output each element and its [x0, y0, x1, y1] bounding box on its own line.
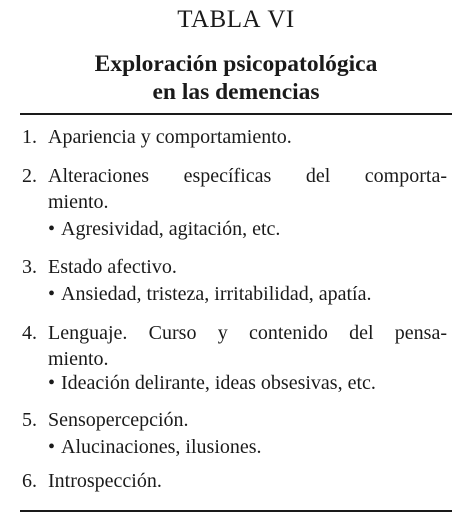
item-number: 1.: [22, 126, 37, 148]
subitem-text: Alucinaciones, ilusiones.: [61, 436, 262, 458]
bullet-icon: •: [48, 436, 56, 458]
item-text: Alteraciones específicas del comporta-: [48, 165, 447, 187]
list-item: [22, 163, 447, 215]
table-title-line1: Exploración psicopatológica: [94, 51, 378, 77]
item-text: Sensopercepción.: [48, 409, 189, 431]
table-label: [0, 6, 472, 34]
list-subitem: [48, 370, 448, 396]
list-item: [22, 468, 447, 494]
list-subitem: [48, 216, 448, 242]
item-text-continued: miento.: [48, 191, 109, 213]
item-number: 3.: [22, 256, 37, 278]
item-number: 4.: [22, 322, 37, 344]
subitem-text: Agresividad, agitación, etc.: [61, 218, 281, 240]
item-text: Lenguaje. Curso y contenido del pensa-: [48, 322, 447, 344]
bullet-icon: •: [48, 218, 56, 240]
subitem-text: Ideación delirante, ideas obsesivas, etc.: [61, 372, 376, 394]
list-subitem: [48, 434, 448, 460]
subitem-text: Ansiedad, tristeza, irritabilidad, apatía.: [61, 283, 372, 305]
table-title-line2: en las demencias: [152, 79, 320, 105]
top-rule: [20, 113, 452, 115]
bullet-icon: •: [48, 372, 56, 394]
list-subitem: [48, 281, 448, 307]
item-text: Estado afectivo.: [48, 256, 177, 278]
table-title: [0, 50, 472, 106]
item-number: 6.: [22, 470, 37, 492]
list-item: [22, 254, 447, 280]
bullet-icon: •: [48, 283, 56, 305]
list-item: [22, 320, 447, 372]
table-label-prefix: TABLA: [177, 6, 262, 33]
item-text: Apariencia y comportamiento.: [48, 126, 292, 148]
item-text: Introspección.: [48, 470, 162, 492]
item-number: 2.: [22, 165, 37, 187]
item-number: 5.: [22, 409, 37, 431]
bottom-rule: [20, 510, 452, 512]
list-item: [22, 407, 447, 433]
item-text-continued: miento.: [48, 348, 109, 370]
table-label-number: VI: [267, 6, 295, 33]
list-item: [22, 124, 447, 150]
